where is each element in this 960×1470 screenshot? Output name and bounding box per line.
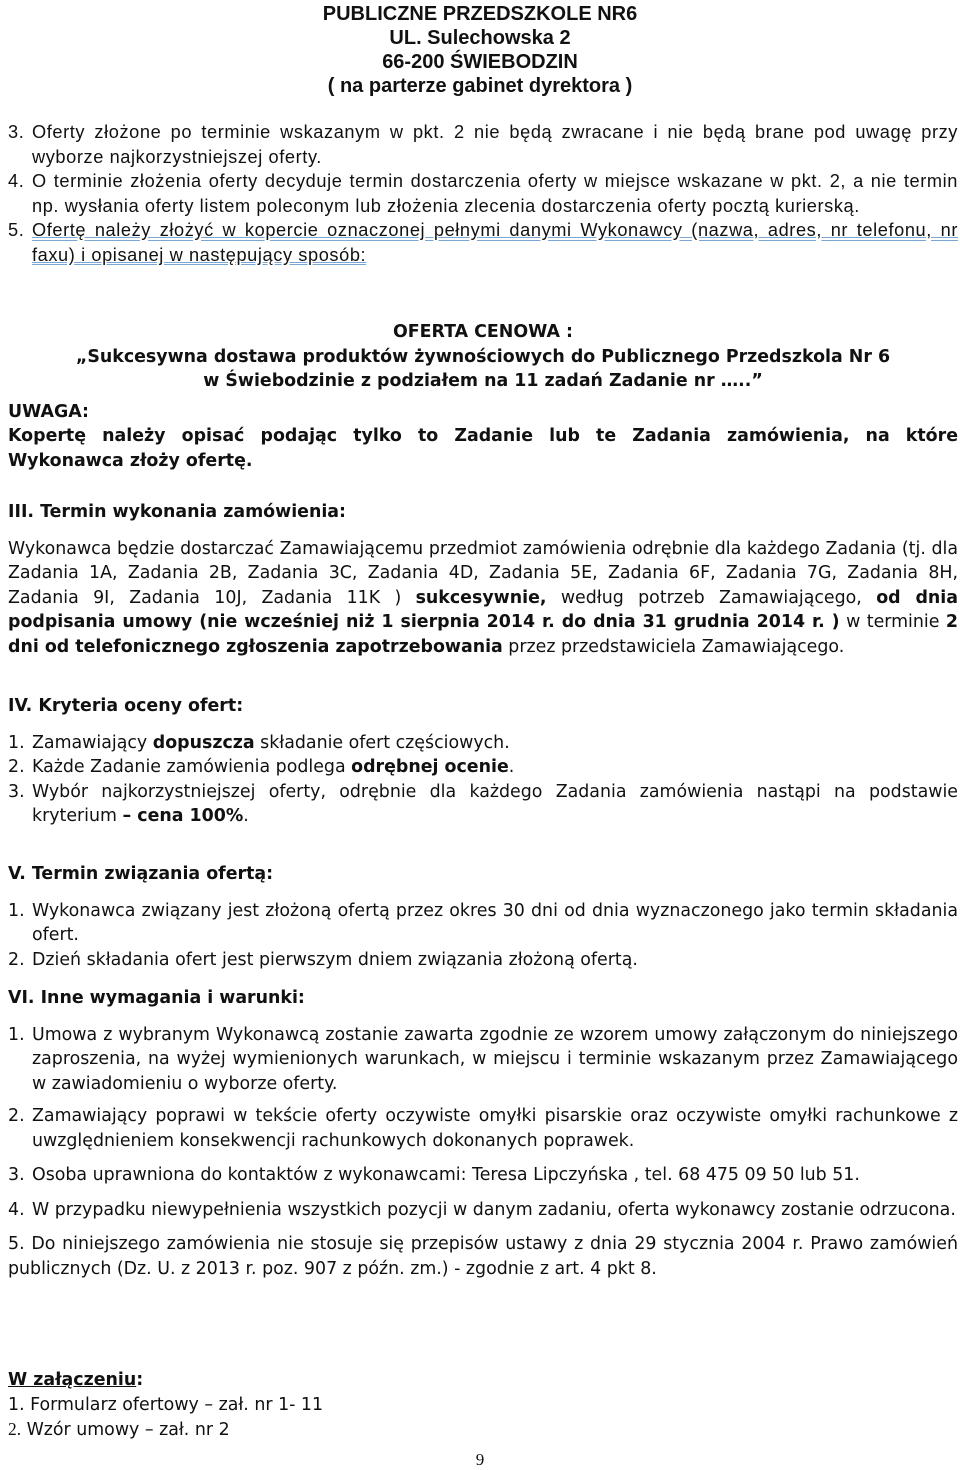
section-3 — [8, 500, 958, 659]
item-number: 1. — [8, 732, 25, 753]
list-item — [8, 755, 958, 780]
item-number: 3. — [8, 122, 25, 142]
item-text: O terminie złożenia oferty decyduje termin dostarczenia oferty w miejsce wskazane w pkt. 2, a nie termin np. wysłania oferty listem poleconym lub złożenia zlecenia dostarczenia oferty pocztą kurierską. — [32, 171, 958, 216]
list-item — [8, 218, 958, 267]
item-text — [32, 780, 958, 829]
uwaga-label: UWAGA: — [8, 401, 89, 422]
text-run: . — [508, 757, 515, 777]
item-number: 1. — [8, 900, 25, 921]
text-run: przez przedstawiciela Zamawiającego. — [502, 636, 845, 657]
text-run: w terminie — [839, 612, 946, 632]
attachment-item — [8, 1417, 958, 1443]
item-text: Dzień składania ofert jest pierwszym dniem związania złożoną ofertą. — [32, 949, 638, 970]
text-run: według potrzeb Zamawiającego, — [546, 587, 877, 608]
item-text: Umowa z wybranym Wykonawcą zostanie zawarta zgodnie ze wzorem umowy załączonym do niniejszego zaproszenia, na wyżej wymienionych warunkach, w miejscu i terminie wskazanym przez Zamawiającego w zawiadomieniu o wyborze oferty. — [32, 1024, 958, 1094]
item-number: 1. — [8, 1024, 25, 1045]
item-text: Zamawiający poprawi w tekście oferty oczywiste omyłki pisarskie oraz oczywiste omyłki rachunkowe z uwzględnieniem konsekwencji rachunkowych dokonanych poprawek. — [32, 1106, 958, 1151]
heading-colon: : — [136, 1370, 144, 1390]
text-run-bold: od dnia podpisania umowy (nie wcześniej niż 1 sierpnia 2014 r. do dnia 31 grudnia 2014 r. ) — [8, 587, 958, 632]
section-6 — [8, 986, 958, 1281]
text-run-bold: 2 dni od telefonicznego zgłoszenia zapotrzebowania — [8, 612, 958, 657]
attachments — [8, 1368, 958, 1443]
oferty-list — [8, 120, 958, 267]
envelope-title: OFERTA CENOWA : — [392, 322, 574, 342]
item-text: Ofertę należy złożyć w kopercie oznaczonej pełnymi danymi Wykonawcy (nazwa, adres, nr telefonu, nr faxu) i opisanej w następujący sposób: — [32, 220, 958, 265]
item-number: 3. — [8, 1165, 25, 1185]
list-item — [8, 1104, 958, 1153]
list-item — [8, 948, 958, 973]
item-number: 2. — [8, 949, 25, 970]
section-heading: III. Termin wykonania zamówienia: — [8, 502, 346, 522]
text-run-bold: odrębnej ocenie — [351, 757, 509, 777]
header-line-4: ( na parterze gabinet dyrektora ) — [327, 75, 633, 97]
text-run: . — [243, 806, 249, 826]
text-run: składanie ofert częściowych. — [254, 732, 510, 753]
section-heading: VI. Inne wymagania i warunki: — [8, 988, 305, 1008]
text-run: Zamawiający — [32, 732, 153, 753]
text-run-bold: sukcesywnie, — [415, 587, 547, 608]
uwaga-text: Kopertę należy opisać podając tylko to Zadanie lub te Zadania zamówienia, na które Wykonawca złoży ofertę. — [8, 426, 958, 471]
item-number: 5. — [8, 220, 25, 240]
section-3-text — [8, 537, 958, 660]
text-run: Wykonawca będzie dostarczać Zamawiającemu przedmiot zamówienia odrębnie dla każdego Zadania (tj. dla Zadania 1A, Zadania 2B, Zadania 3C, Zadania 4D, Zadania 5E, Zadania 6F, Zadania 7G, Zadania 8H, Zadania 9I, Zadania 10J, Zadania 11K ) — [8, 538, 958, 608]
heading-text: W załączeniu — [8, 1370, 137, 1390]
item-number: 4. — [8, 1199, 25, 1220]
header-block — [0, 2, 960, 98]
text-run: Każde Zadanie zamówienia podlega — [32, 757, 352, 777]
envelope-line-2: w Świebodzinie z podziałem na 11 zadań Zadanie nr …..” — [203, 371, 763, 391]
list-item — [8, 120, 958, 169]
item-number: 2. — [8, 1419, 22, 1439]
text-run-bold: – cena 100% — [122, 806, 244, 826]
list-item — [8, 731, 958, 756]
text-run-bold: dopuszcza — [152, 732, 255, 753]
envelope-block — [8, 320, 958, 473]
item-text: Oferty złożone po terminie wskazanym w pkt. 2 nie będą zwracane i nie będą brane pod uwagę przy wyborze najkorzystniejszej oferty. — [32, 122, 958, 167]
item-text — [32, 755, 958, 780]
section-heading: IV. Kryteria oceny ofert: — [8, 696, 244, 716]
list-item — [8, 899, 958, 948]
item-text: Osoba uprawniona do kontaktów z wykonawcami: Teresa Lipczyńska , tel. 68 475 09 50 lub 51. — [32, 1165, 860, 1185]
section-heading: V. Termin związania ofertą: — [8, 864, 274, 884]
section-5 — [8, 862, 958, 972]
header-line-1: PUBLICZNE PRZEDSZKOLE NR6 — [322, 3, 638, 25]
item-text — [32, 731, 958, 756]
list-item — [8, 1023, 958, 1097]
item-number: 3. — [8, 781, 25, 802]
list-item: 5. Do niniejszego zamówienia nie stosuje się przepisów ustawy z dnia 29 stycznia 2004 r. Prawo zamówień publicznych (Dz. U. z 2013 r. poz. 907 z późn. zm.) - zgodnie z art. 4 pkt 8. — [8, 1234, 958, 1279]
page-number: 9 — [475, 1450, 485, 1469]
item-number: 2. — [8, 757, 25, 777]
list-item — [8, 1198, 958, 1223]
header-line-3: 66-200 ŚWIEBODZIN — [382, 51, 578, 73]
text-run: Wybór najkorzystniejszej oferty, odrębnie dla każdego Zadania zamówienia nastąpi na podstawie kryterium — [32, 781, 958, 826]
list-item — [8, 780, 958, 829]
item-text: Wzór umowy – zał. nr 2 — [21, 1420, 230, 1440]
item-number: 4. — [8, 171, 25, 191]
item-text: Wykonawca związany jest złożoną ofertą przez okres 30 dni od dnia wyznaczonego jako termin składania ofert. — [32, 900, 958, 945]
list-item — [8, 169, 958, 218]
item-number: 2. — [8, 1106, 25, 1126]
header-line-2: UL. Sulechowska 2 — [389, 27, 571, 49]
item-text: W przypadku niewypełnienia wszystkich pozycji w danym zadaniu, oferta wykonawcy zostanie odrzucona. — [32, 1199, 956, 1220]
attachment-item: 1. Formularz ofertowy – zał. nr 1- 11 — [8, 1394, 324, 1415]
section-4 — [8, 694, 958, 829]
envelope-line-1: „Sukcesywna dostawa produktów żywnościowych do Publicznego Przedszkola Nr 6 — [75, 346, 891, 367]
list-item — [8, 1163, 958, 1188]
attachments-heading — [8, 1368, 958, 1393]
